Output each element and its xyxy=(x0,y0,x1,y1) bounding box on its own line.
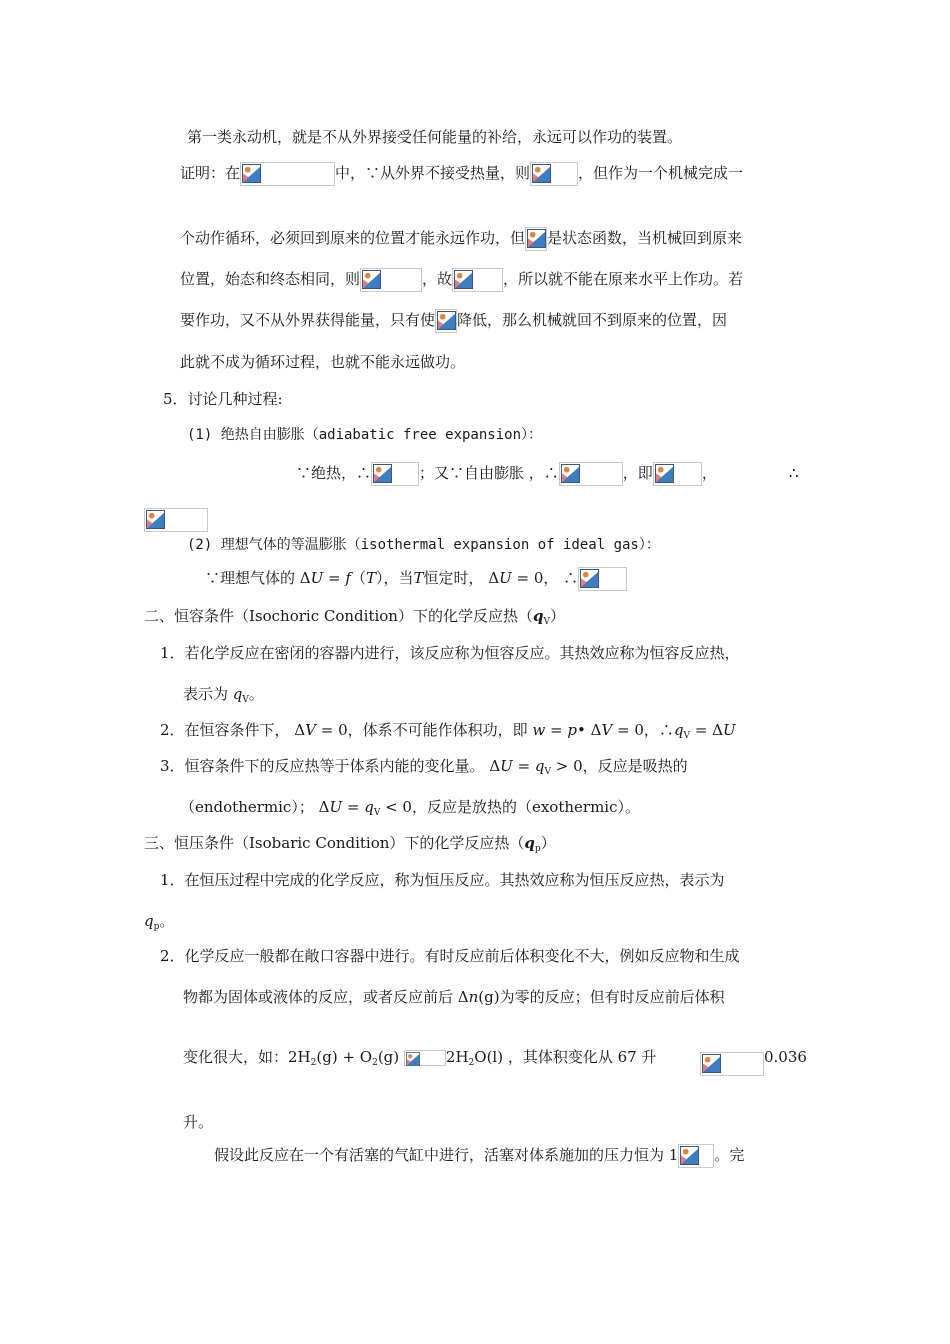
isobaric-point-1: 1．在恒压过程中完成的化学反应，称为恒压反应。其热效应称为恒压反应热，表示为 xyxy=(160,871,725,889)
broken-image-icon xyxy=(435,309,457,333)
therefore-symbol: ∴ xyxy=(789,464,799,482)
reaction-equation-line: 变化很大，如：$2H_2(g) + O_2(g)$ $2H_2O(l)$ ，其体积变化从 67 升 xyxy=(183,1048,657,1068)
isochoric-point-2: 2．在恒容条件下， ΔV = 0，体系不可能作体积功，即 w = p• ΔV = 0，$\therefore q_V = \Delta U$ xyxy=(160,721,736,741)
adiabatic-result xyxy=(144,508,208,532)
broken-image-icon xyxy=(371,462,419,486)
volume-end-value: 0.036 xyxy=(764,1048,807,1066)
broken-image-icon xyxy=(452,268,503,292)
broken-image-icon xyxy=(240,162,335,186)
isochoric-point-3-cont: （endothermic）； $\Delta U = q_V < 0$，反应是放热的（exothermic）。 xyxy=(180,798,640,818)
section-heading-5: 5．讨论几种过程: xyxy=(163,390,283,408)
volume-arrow-image xyxy=(700,1052,764,1076)
subheading-adiabatic: (1) 绝热自由膨胀（adiabatic free expansion）： xyxy=(187,427,543,443)
isochoric-point-3: 3．恒容条件下的反应热等于体系内能的变化量。 $\Delta U = q_V > 0$，反应是吸热的 xyxy=(160,757,688,777)
proof-line-1: 证明：在 中，∵从外界不接受热量，则 ，但作为一个机械完成一 xyxy=(180,162,743,186)
section-heading-isobaric: 三、恒压条件（Isobaric Condition）下的化学反应热$(q_p)$ xyxy=(144,834,556,854)
proof-line-2: 个动作循环，必须回到原来的位置才能永远作功，但 是状态函数，当机械回到原来 xyxy=(180,227,742,251)
section-heading-isochoric: 二、恒容条件（Isochoric Condition）下的化学反应热$(q_V)$ xyxy=(144,607,565,627)
broken-image-icon xyxy=(525,227,547,251)
proof-line-5: 此就不成为循环过程，也就不能永远做功。 xyxy=(180,353,466,371)
isobaric-point-2-cont: 物都为固体或液体的反应，或者反应前后 Δn(g)为零的反应；但有时反应前后体积 xyxy=(183,988,725,1006)
broken-image-icon xyxy=(144,508,208,532)
isothermal-derivation: ∵理想气体的 ΔU = f（T），当T恒定时， ΔU = 0， ∴ xyxy=(205,567,627,591)
isochoric-point-1-cont: 表示为 $q_V$。 xyxy=(183,685,264,705)
isochoric-point-1: 1．若化学反应在密闭的容器内进行，该反应称为恒容反应。其热效应称为恒容反应热， xyxy=(160,644,740,662)
adiabatic-derivation: ∵绝热，∴ ；又∵自由膨胀 ，∴ ，即 ， xyxy=(296,462,717,486)
volume-unit: 升。 xyxy=(183,1113,214,1131)
broken-image-icon xyxy=(653,462,702,486)
subheading-isothermal: (2) 理想气体的等温膨胀（isothermal expansion of ideal gas）： xyxy=(187,537,660,553)
broken-image-icon xyxy=(404,1050,446,1066)
proof-line-3: 位置，始态和终态相同，则 ，故 ，所以就不能在原来水平上作功。若 xyxy=(180,268,743,292)
broken-image-icon xyxy=(700,1052,764,1076)
piston-assumption: 假设此反应在一个有活塞的气缸中进行，活塞对体系施加的压力恒为 1 。完 xyxy=(214,1144,744,1168)
isobaric-point-1-cont: $q_p$。 xyxy=(144,912,175,932)
broken-image-icon xyxy=(360,268,422,292)
broken-image-icon xyxy=(678,1144,714,1168)
broken-image-icon xyxy=(559,462,623,486)
proof-line-4: 要作功，又不从外界获得能量，只有使 降低，那么机械就回不到原来的位置，因 xyxy=(180,309,727,333)
isobaric-point-2: 2．化学反应一般都在敞口容器中进行。有时反应前后体积变化不大，例如反应物和生成 xyxy=(160,947,740,965)
broken-image-icon xyxy=(578,567,627,591)
para-definition: 第一类永动机，就是不从外界接受任何能量的补给，永远可以作功的装置。 xyxy=(187,128,683,146)
broken-image-icon xyxy=(530,162,578,186)
